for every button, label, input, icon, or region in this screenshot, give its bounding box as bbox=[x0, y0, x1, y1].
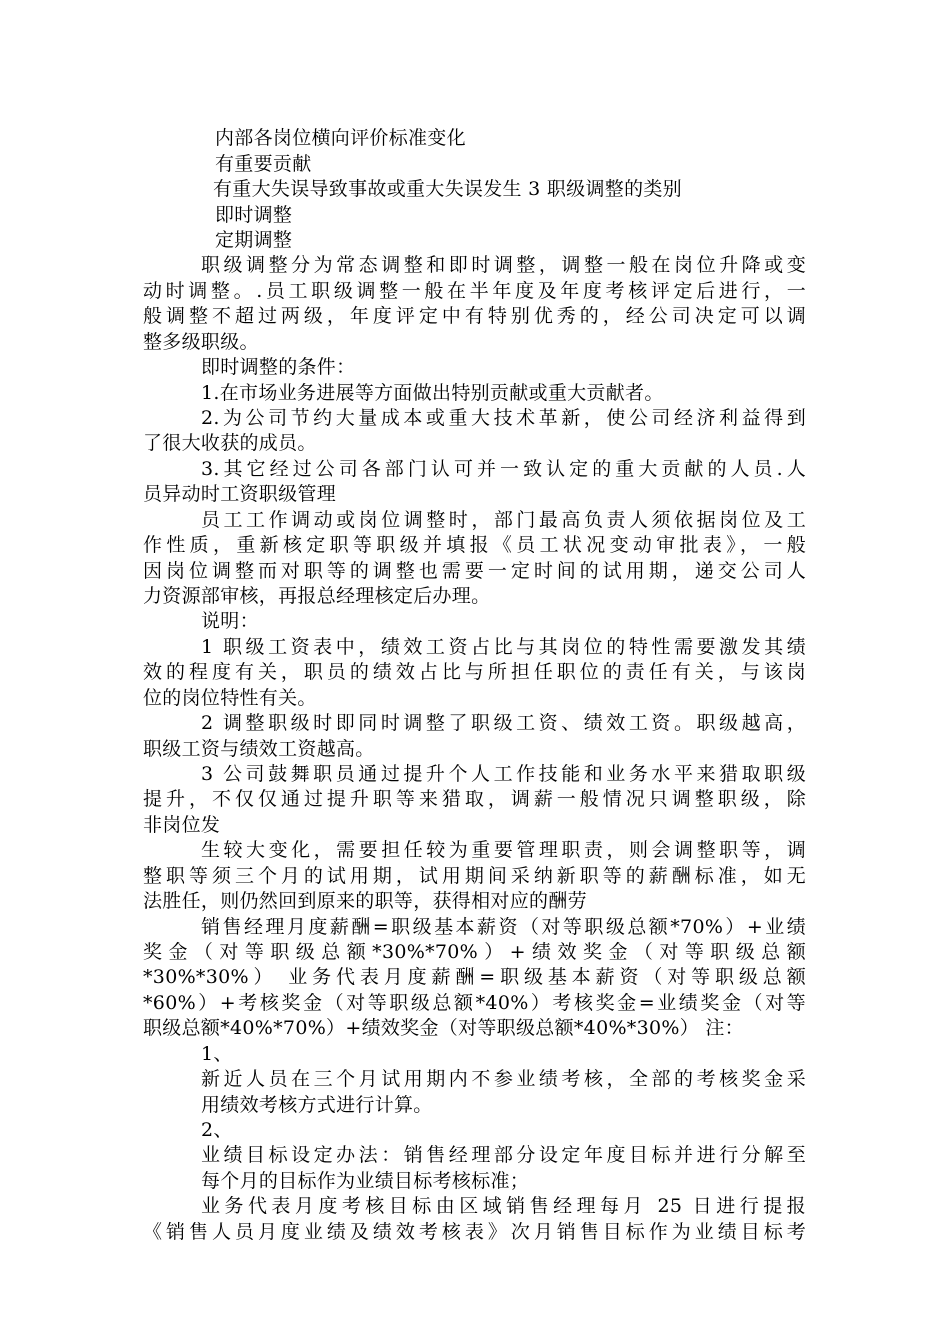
paragraph-line: 职级工资与绩效工资越高。 bbox=[143, 738, 375, 760]
paragraph-line: 3 公司鼓舞职员通过提升个人工作技能和业务水平来猎取职级 bbox=[201, 763, 806, 785]
paragraph-line: 般调整不超过两级，年度评定中有特别优秀的，经公司决定可以调 bbox=[143, 305, 806, 327]
paragraph-line: 提升，不仅仅通过提升职等来猎取，调薪一般情况只调整职级，除 bbox=[143, 788, 806, 810]
paragraph-line: 力资源部审核，再报总经理核定后办理。 bbox=[143, 585, 491, 607]
paragraph-line: *30%*30%） 业务代表月度薪酬=职级基本薪资（对等职级总额 bbox=[143, 966, 806, 988]
paragraph-line: 职级总额*40%*70%）+绩效奖金（对等职级总额*40%*30%） 注： bbox=[143, 1017, 744, 1039]
paragraph-line: 1、 bbox=[201, 1043, 233, 1065]
paragraph-line: 用绩效考核方式进行计算。 bbox=[201, 1094, 433, 1116]
paragraph-line: 员异动时工资职级管理 bbox=[143, 483, 337, 505]
paragraph-line: 员工工作调动或岗位调整时，部门最高负责人须依据岗位及工 bbox=[201, 509, 806, 531]
text-line: 内部各岗位横向评价标准变化 bbox=[215, 127, 466, 149]
paragraph-line: 业绩目标设定办法：销售经理部分设定年度目标并进行分解至 bbox=[201, 1144, 806, 1166]
text-line: 即时调整 bbox=[215, 204, 293, 226]
paragraph-line: 即时调整的条件： bbox=[201, 356, 356, 378]
paragraph-line: 生较大变化，需要担任较为重要管理职责，则会调整职等，调 bbox=[201, 839, 806, 861]
paragraph-line: 整多级职级。 bbox=[143, 331, 259, 353]
paragraph-line: 销售经理月度薪酬=职级基本薪资（对等职级总额*70%）+业绩 bbox=[201, 916, 806, 938]
paragraph-line: 位的岗位特性有关。 bbox=[143, 687, 317, 709]
paragraph-line: 动时调整。.员工职级调整一般在半年度及年度考核评定后进行，一 bbox=[143, 280, 806, 302]
paragraph-line: 1 职级工资表中，绩效工资占比与其岗位的特性需要激发其绩 bbox=[201, 636, 806, 658]
paragraph-line: 3.其它经过公司各部门认可并一致认定的重大贡献的人员.人 bbox=[201, 458, 806, 480]
paragraph-line: 整职等须三个月的试用期，试用期间采纳新职等的薪酬标准，如无 bbox=[143, 865, 806, 887]
text-line: 有重大失误导致事故或重大失误发生 3 职级调整的类别 bbox=[213, 178, 682, 200]
paragraph-line: 2 调整职级时即同时调整了职级工资、绩效工资。职级越高， bbox=[201, 712, 806, 734]
paragraph-line: 业务代表月度考核目标由区域销售经理每月 25 日进行提报 bbox=[201, 1195, 806, 1217]
paragraph-line: 了很大收获的成员。 bbox=[143, 432, 317, 454]
paragraph-line: 作性质，重新核定职等职级并填报《员工状况变动审批表》，一般 bbox=[143, 534, 806, 556]
paragraph-line: 新近人员在三个月试用期内不参业绩考核，全部的考核奖金采 bbox=[201, 1068, 806, 1090]
text-line: 有重要贡献 bbox=[215, 153, 312, 175]
paragraph-line: 效的程度有关，职员的绩效占比与所担任职位的责任有关，与该岗 bbox=[143, 661, 806, 683]
paragraph-line: 说明： bbox=[201, 610, 259, 632]
paragraph-line: *60%）+考核奖金（对等职级总额*40%）考核奖金=业绩奖金（对等 bbox=[143, 992, 806, 1014]
paragraph-line: 奖金（对等职级总额*30%*70%）+绩效奖金（对等职级总额 bbox=[143, 941, 806, 963]
paragraph-line: 1.在市场业务进展等方面做出特别贡献或重大贡献者。 bbox=[201, 382, 664, 404]
paragraph-line: 职级调整分为常态调整和即时调整，调整一般在岗位升降或变 bbox=[201, 254, 806, 276]
text-line: 定期调整 bbox=[215, 229, 293, 251]
paragraph-line: 法胜任，则仍然回到原来的职等，获得相对应的酬劳 bbox=[143, 890, 587, 912]
paragraph-line: 因岗位调整而对职等的调整也需要一定时间的试用期，递交公司人 bbox=[143, 560, 806, 582]
paragraph-line: 《销售人员月度业绩及绩效考核表》次月销售目标作为业绩目标考 bbox=[143, 1221, 806, 1243]
paragraph-line: 2、 bbox=[201, 1119, 233, 1141]
paragraph-line: 2.为公司节约大量成本或重大技术革新，使公司经济利益得到 bbox=[201, 407, 806, 429]
paragraph-line: 每个月的目标作为业绩目标考核标准； bbox=[201, 1170, 530, 1192]
paragraph-line: 非岗位发 bbox=[143, 814, 221, 836]
